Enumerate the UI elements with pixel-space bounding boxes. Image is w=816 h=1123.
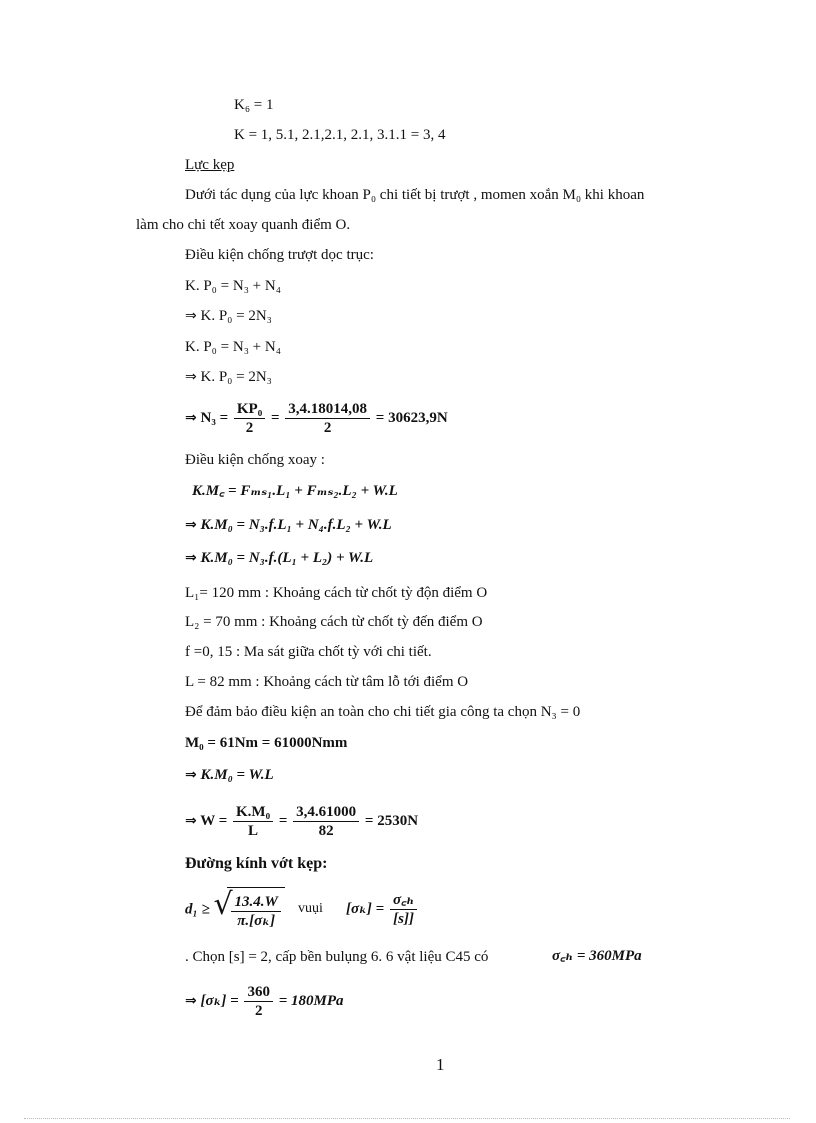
- numerator: σ꜀ₕ: [390, 892, 417, 910]
- implies-arrow: ⇒: [185, 813, 197, 829]
- implies-arrow: ⇒: [185, 308, 197, 324]
- w-lhs: W =: [200, 813, 228, 829]
- numerator: 360: [244, 984, 273, 1002]
- l-line: L = 82 mm : Khoảng cách từ tâm lỗ tới điểm O: [185, 674, 469, 690]
- luc-kep-title: Lực kẹp: [185, 157, 235, 173]
- sk2-lhs: [σₖ] =: [200, 993, 239, 1009]
- km0-formula-b: [185, 549, 373, 567]
- w-fraction-1: [233, 804, 273, 839]
- denominator: [s]]: [393, 911, 414, 928]
- vuui-text: vuụi: [298, 901, 323, 916]
- n3-formula: [185, 398, 448, 438]
- n3-fraction-1: [234, 401, 265, 436]
- equals: =: [270, 410, 280, 426]
- k6-line: K₆ = 1: [234, 97, 274, 113]
- n3-lhs: N₃ =: [200, 410, 229, 426]
- d1-formula: [185, 887, 285, 933]
- an-toan-line: Để đảm bảo điều kiện an toàn cho chi tiết gia công ta chọn N₃ = 0: [185, 704, 581, 720]
- k-calc-line: K = 1, 5.1, 2.1,2.1, 2.1, 3.1.1 = 3, 4: [234, 127, 446, 143]
- km0-formula-a: [185, 516, 392, 534]
- n3-fraction-2: [285, 401, 370, 436]
- sigma-k-formula: [346, 887, 419, 931]
- implies-arrow: ⇒: [185, 767, 197, 783]
- implies-arrow: ⇒: [185, 550, 197, 566]
- numerator: K.M₀: [233, 804, 273, 822]
- l2-line: L₂ = 70 mm : Khoảng cách từ chốt tỳ đến điểm O: [185, 614, 483, 630]
- numerator: 13.4.W: [231, 894, 280, 912]
- equation-2: [185, 307, 272, 325]
- sigma-k-result: [185, 979, 344, 1023]
- km0-a-text: K.M₀ = N₃.f.L₁ + N₄.f.L₂ + W.L: [200, 517, 392, 533]
- square-root: [213, 887, 284, 933]
- dk-truot-title: Điều kiện chống trượt dọc trục:: [185, 247, 374, 263]
- implies-arrow: ⇒: [185, 410, 197, 426]
- denominator: π.[σₖ]: [237, 913, 276, 930]
- equation-4: [185, 368, 272, 386]
- paragraph-line-2: làm cho chi tết xoay quanh điểm O.: [136, 217, 351, 233]
- sk2-fraction: [244, 984, 273, 1019]
- l1-line: L₁= 120 mm : Khoảng cách từ chốt tỳ độn điểm O: [185, 585, 488, 601]
- chon-line: . Chọn [s] = 2, cấp bền bulụng 6. 6 vật liệu C45 có: [185, 949, 489, 965]
- n3-result: = 30623,9N: [375, 410, 448, 426]
- numerator: 3,4.18014,08: [285, 401, 370, 419]
- equation-3: K. P₀ = N₃ + N₄: [185, 339, 281, 355]
- denominator: 2: [254, 1003, 263, 1020]
- implies-arrow: ⇒: [185, 517, 197, 533]
- numerator: KP₀: [234, 401, 265, 419]
- km0-wl-text: K.M₀ = W.L: [200, 767, 274, 783]
- f-line: f =0, 15 : Ma sát giữa chốt tỳ với chi tiết.: [185, 644, 432, 660]
- paragraph-line-1: Dưới tác dụng của lực khoan P₀ chi tiết bị trượt , momen xoắn M₀ khi khoan: [185, 187, 645, 203]
- denominator: L: [248, 823, 259, 840]
- radical-icon: √: [213, 887, 233, 922]
- w-result: = 2530N: [364, 813, 419, 829]
- sk2-result: = 180MPa: [278, 993, 344, 1009]
- denominator: 2: [323, 420, 332, 437]
- km0-b-text: K.M₀ = N₃.f.(L₁ + L₂) + W.L: [200, 550, 374, 566]
- equation-2-text: K. P₀ = 2N₃: [200, 308, 272, 324]
- d1-lhs: d₁ ≥: [185, 901, 210, 918]
- sk-lhs: [σₖ] =: [346, 901, 385, 917]
- sk-fraction: [390, 892, 417, 927]
- km0-wl-formula: [185, 766, 274, 784]
- equals: =: [278, 813, 288, 829]
- denominator: 82: [318, 823, 334, 840]
- page-number: 1: [436, 1055, 445, 1074]
- w-formula: [185, 801, 418, 841]
- sigma-ch-formula: σ꜀ₕ = 360MPa: [552, 948, 642, 964]
- footer-divider: [24, 1118, 790, 1119]
- implies-arrow: ⇒: [185, 369, 197, 385]
- km-c-formula: K.M꜀ = Fₘₛ₁.L₁ + Fₘₛ₂.L₂ + W.L: [192, 483, 398, 499]
- numerator: 3,4.61000: [293, 804, 359, 822]
- dk-xoay-title: Điều kiện chống xoay :: [185, 452, 325, 468]
- equation-4-text: K. P₀ = 2N₃: [200, 369, 272, 385]
- duong-kinh-heading: Đường kính vớt kẹp:: [185, 855, 328, 872]
- denominator: 2: [245, 420, 254, 437]
- m0-formula: M₀ = 61Nm = 61000Nmm: [185, 735, 348, 751]
- d1-fraction: [231, 894, 280, 929]
- equation-1: K. P₀ = N₃ + N₄: [185, 278, 281, 294]
- implies-arrow: ⇒: [185, 993, 197, 1009]
- w-fraction-2: [293, 804, 359, 839]
